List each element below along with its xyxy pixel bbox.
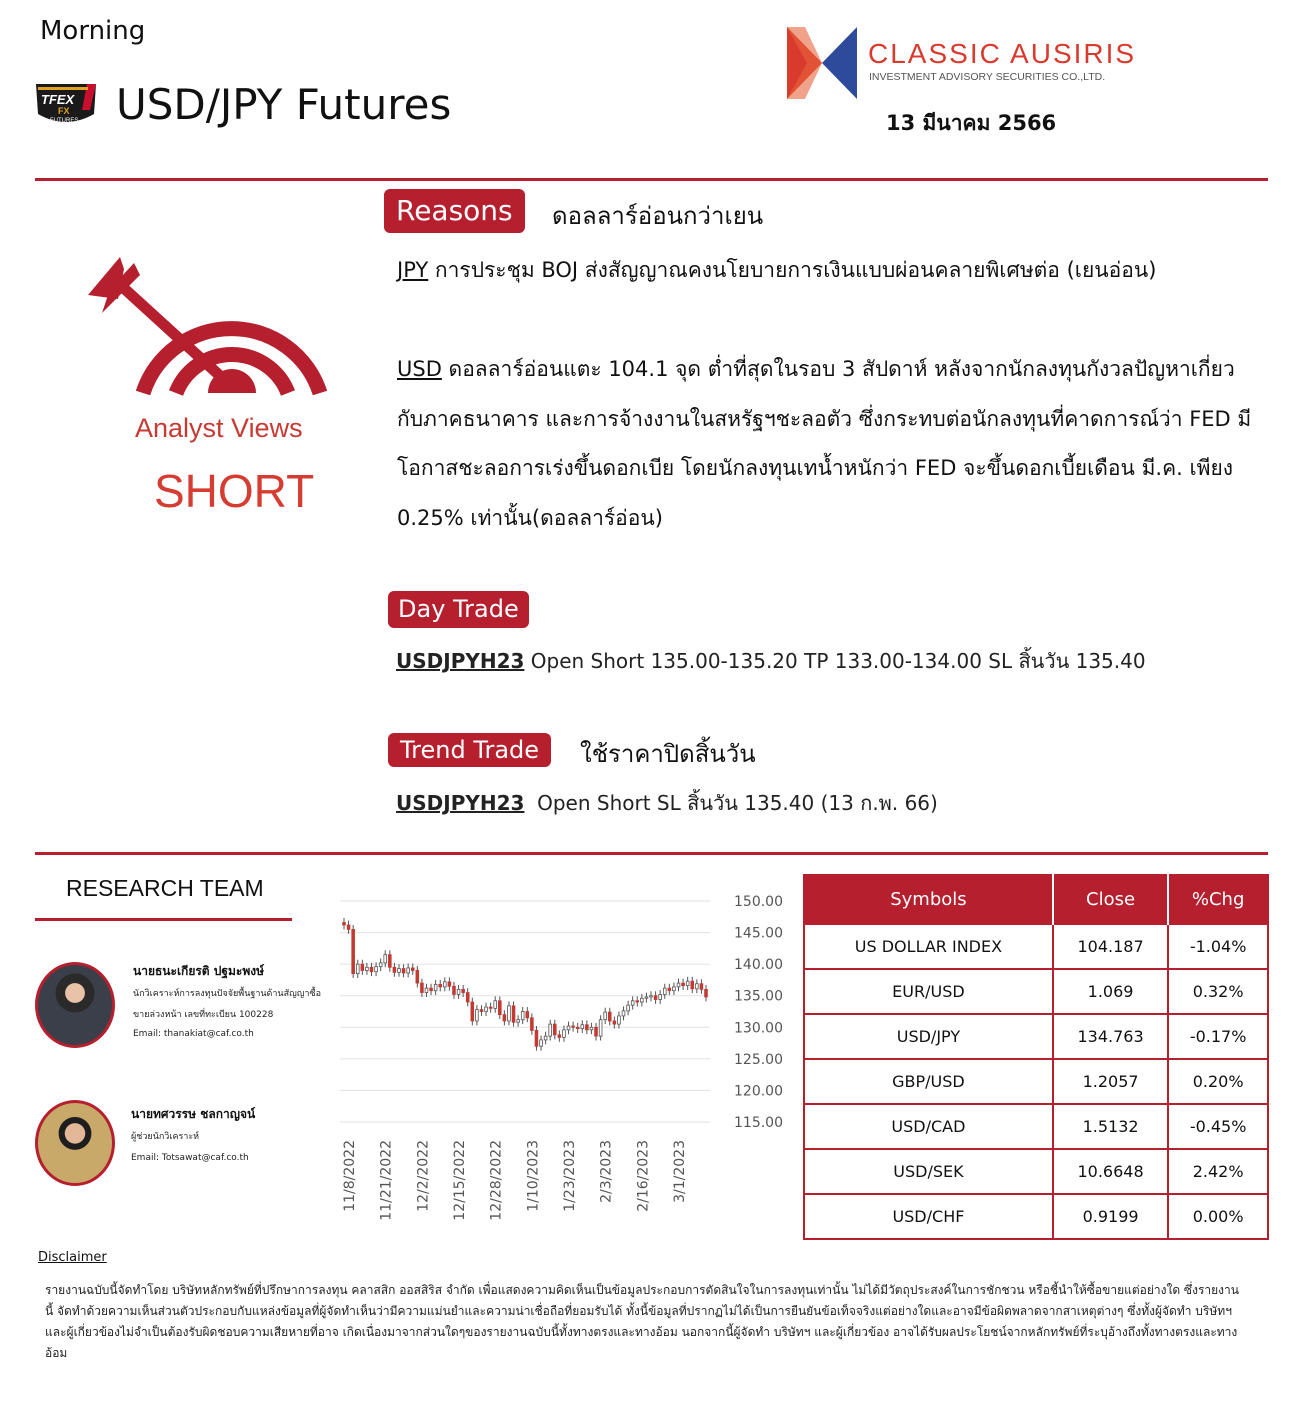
- candle-body: [370, 967, 373, 971]
- candle-body: [411, 968, 414, 971]
- candle-body: [352, 929, 355, 973]
- chg-cell: 2.42%: [1168, 1149, 1268, 1194]
- company-name: CLASSIC AUSIRIS: [868, 38, 1137, 69]
- day-trade-line: [396, 645, 1146, 677]
- candle-body: [576, 1027, 579, 1028]
- y-tick-label: 130.00: [734, 1020, 783, 1037]
- research-team-title: RESEARCH TEAM: [66, 875, 264, 901]
- close-cell: 1.2057: [1053, 1059, 1168, 1104]
- header-close: Close: [1053, 875, 1168, 924]
- day-trade-symbol: USDJPYH23: [396, 649, 525, 673]
- candle-body: [631, 1001, 634, 1005]
- candle-body: [535, 1030, 538, 1046]
- candle-body: [466, 993, 469, 1002]
- report-date: 13 มีนาคม 2566: [886, 111, 1057, 135]
- member-1-email: Email: thanakiat@caf.co.th: [133, 1029, 254, 1039]
- candle-body: [448, 982, 451, 986]
- y-tick-label: 140.00: [734, 957, 783, 974]
- table-row: [804, 1059, 1268, 1104]
- close-cell: 0.9199: [1053, 1194, 1168, 1239]
- symbol-cell: USD/CHF: [804, 1194, 1053, 1239]
- chg-cell: 0.20%: [1168, 1059, 1268, 1104]
- candle-body: [517, 1020, 520, 1023]
- candle-body: [347, 925, 350, 929]
- y-tick-label: 150.00: [734, 894, 783, 910]
- candle-body: [343, 922, 346, 925]
- chg-cell: -0.17%: [1168, 1014, 1268, 1059]
- close-cell: 134.763: [1053, 1014, 1168, 1059]
- close-cell: 104.187: [1053, 924, 1168, 969]
- x-tick-label: 2/16/2023: [635, 1140, 652, 1212]
- candle-body: [526, 1012, 529, 1018]
- candle-body: [540, 1040, 543, 1046]
- x-tick-label: 1/10/2023: [525, 1140, 542, 1212]
- table-row: [804, 1149, 1268, 1194]
- candle-body: [627, 1005, 630, 1011]
- table-row: [804, 1104, 1268, 1149]
- candle-body: [379, 963, 382, 967]
- candle-body: [421, 983, 424, 992]
- candle-body: [416, 970, 419, 983]
- candle-body: [393, 967, 396, 972]
- symbol-cell: US DOLLAR INDEX: [804, 924, 1053, 969]
- x-tick-label: 1/23/2023: [562, 1140, 578, 1212]
- close-cell: 10.6648: [1053, 1149, 1168, 1194]
- candle-body: [521, 1012, 524, 1020]
- candle-body: [650, 996, 653, 997]
- usd-text: ดอลลาร์อ่อนแตะ 104.1 จุด ต่ำที่สุดในรอบ 3 สัปดาห์ หลังจากนักลงทุนกังวลปัญหาเกี่ยวกับภาคธนาคาร และการจ้างงานในสหรัฐฯชะลอตัว ซึ่งกระทบต่อนักลงทุนที่คาดการณ์ว่า FED มีโอกาสชะลอการเร่งขึ้นดอกเบีย โดยนักลงทุนเทน้ำหนักว่า FED จะขึ้นดอกเบี้ยเดือน มี.ค. เพียง 0.25% เท่านั้น(ดอลลาร์อ่อน): [397, 357, 1252, 530]
- candle-body: [618, 1016, 621, 1024]
- analyst-stance: SHORT: [154, 465, 315, 517]
- candle-body: [654, 996, 657, 1000]
- member-1-role: นักวิเคราะห์การลงทุนปัจจัยพื้นฐานด้านสัญญาซื้อขายล่วงหน้า เลขที่ทะเบียน 100228: [133, 989, 321, 1020]
- jpy-key: JPY: [397, 258, 429, 282]
- candle-body: [705, 989, 708, 997]
- middle-divider: [35, 852, 1268, 855]
- company-subtitle: INVESTMENT ADVISORY SECURITIES CO.,LTD.: [869, 71, 1106, 83]
- candle-body: [453, 986, 456, 994]
- candle-body: [668, 988, 671, 991]
- svg-text:FX: FX: [58, 106, 70, 116]
- avatar: [35, 962, 115, 1048]
- candle-body: [430, 988, 433, 991]
- x-tick-label: 11/8/2022: [342, 1140, 358, 1212]
- candle-body: [375, 967, 378, 972]
- member-2-email: Email: Totsawat@caf.co.th: [131, 1153, 249, 1163]
- member-2-name: นายทศวรรษ ชลกาญจน์: [131, 1107, 256, 1121]
- candle-body: [489, 1007, 492, 1008]
- candle-body: [366, 967, 369, 970]
- y-tick-label: 120.00: [734, 1083, 783, 1100]
- edition-label: Morning: [40, 16, 146, 46]
- member-1-name: นายธนะเกียรติ ปฐมะพงษ์: [133, 964, 265, 978]
- candle-body: [471, 1002, 474, 1021]
- quotes-header-row: [804, 875, 1268, 924]
- candle-body: [462, 989, 465, 992]
- tfex-logo: [32, 82, 100, 128]
- symbol-cell: USD/JPY: [804, 1014, 1053, 1059]
- candle-body: [434, 984, 437, 990]
- candle-body: [604, 1012, 607, 1020]
- y-tick-label: 135.00: [734, 988, 783, 1005]
- x-tick-label: 12/15/2022: [452, 1140, 468, 1221]
- candle-body: [398, 969, 401, 973]
- candle-body: [407, 968, 410, 973]
- candle-body: [563, 1030, 566, 1038]
- svg-text:FUTURES: FUTURES: [50, 118, 79, 124]
- candle-body: [485, 1007, 488, 1011]
- candle-body: [700, 984, 703, 990]
- trend-trade-note: ใช้ราคาปิดสิ้นวัน: [580, 740, 756, 768]
- candle-body: [673, 987, 676, 991]
- chg-cell: 0.00%: [1168, 1194, 1268, 1239]
- candle-body: [691, 981, 694, 989]
- candle-body: [503, 1015, 506, 1021]
- chg-cell: -0.45%: [1168, 1104, 1268, 1149]
- candle-body: [636, 1001, 639, 1002]
- candle-body: [590, 1027, 593, 1030]
- candle-body: [553, 1024, 556, 1035]
- candle-body: [581, 1025, 584, 1029]
- candle-body: [677, 983, 680, 987]
- x-tick-label: 12/2/2022: [415, 1140, 432, 1212]
- member-2-role: ผู้ช่วยนักวิเคราะห์: [131, 1132, 200, 1142]
- candle-body: [549, 1024, 552, 1036]
- candle-body: [425, 988, 428, 992]
- analyst-views-label: Analyst Views: [135, 413, 303, 443]
- candle-body: [659, 994, 662, 999]
- research-team-underline: [35, 918, 292, 921]
- y-tick-label: 125.00: [734, 1051, 783, 1068]
- candle-body: [695, 984, 698, 989]
- candle-body: [384, 955, 387, 963]
- trend-trade-badge: Trend Trade: [388, 733, 551, 767]
- disclaimer-title: Disclaimer: [38, 1250, 107, 1265]
- candle-body: [595, 1027, 598, 1036]
- avatar: [35, 1100, 115, 1186]
- candle-body: [530, 1018, 533, 1031]
- candle-body: [498, 1001, 501, 1015]
- table-row: [804, 924, 1268, 969]
- symbol-cell: USD/CAD: [804, 1104, 1053, 1149]
- target-icon: [88, 255, 328, 405]
- candle-body: [608, 1012, 611, 1021]
- y-tick-label: 145.00: [734, 925, 783, 942]
- x-tick-label: 11/21/2022: [378, 1140, 395, 1221]
- candle-body: [402, 969, 405, 973]
- jpy-paragraph: [397, 246, 1257, 296]
- day-trade-text: Open Short 135.00-135.20 TP 133.00-134.00 SL สิ้นวัน 135.40: [524, 649, 1146, 673]
- chg-cell: 0.32%: [1168, 969, 1268, 1014]
- y-tick-label: 115.00: [734, 1115, 783, 1131]
- chg-cell: -1.04%: [1168, 924, 1268, 969]
- candle-body: [567, 1026, 570, 1030]
- candle-body: [682, 983, 685, 986]
- candle-body: [585, 1025, 588, 1030]
- symbol-cell: EUR/USD: [804, 969, 1053, 1014]
- usd-paragraph: [397, 345, 1257, 543]
- close-cell: 1.5132: [1053, 1104, 1168, 1149]
- candle-body: [512, 1006, 515, 1022]
- symbol-cell: USD/SEK: [804, 1149, 1053, 1194]
- candle-body: [558, 1035, 561, 1038]
- candle-body: [686, 981, 689, 985]
- close-cell: 1.069: [1053, 969, 1168, 1014]
- product-title: USD/JPY Futures: [116, 80, 452, 129]
- candle-body: [599, 1020, 602, 1036]
- candle-body: [640, 998, 643, 1002]
- x-tick-label: 2/3/2023: [598, 1140, 615, 1203]
- company-logo-icon: [787, 27, 857, 99]
- candle-body: [613, 1021, 616, 1024]
- candle-body: [622, 1011, 625, 1016]
- candle-body: [480, 1010, 483, 1012]
- table-row: [804, 1014, 1268, 1059]
- candle-body: [645, 997, 648, 998]
- header-divider: [35, 178, 1268, 181]
- header-chg: %Chg: [1168, 875, 1268, 924]
- quotes-table: [803, 874, 1269, 1240]
- table-row: [804, 1194, 1268, 1239]
- symbol-cell: GBP/USD: [804, 1059, 1053, 1104]
- candle-body: [476, 1010, 479, 1021]
- usd-key: USD: [397, 357, 442, 381]
- candle-body: [663, 988, 666, 994]
- candle-body: [388, 955, 391, 968]
- reasons-badge: Reasons: [384, 189, 525, 233]
- trend-trade-text: Open Short SL สิ้นวัน 135.40 (13 ก.พ. 66): [524, 791, 938, 815]
- x-tick-label: 3/1/2023: [672, 1140, 688, 1203]
- candle-body: [443, 982, 446, 987]
- candle-body: [494, 1001, 497, 1009]
- trend-trade-symbol: USDJPYH23: [396, 791, 525, 815]
- day-trade-badge: Day Trade: [388, 591, 529, 628]
- x-tick-label: 12/28/2022: [488, 1140, 505, 1221]
- price-chart: [330, 885, 790, 1225]
- candle-body: [361, 964, 364, 970]
- candle-body: [544, 1036, 547, 1040]
- trend-trade-line: [396, 787, 938, 819]
- reasons-headline: ดอลลาร์อ่อนกว่าเยน: [552, 202, 764, 230]
- svg-text:TFEX: TFEX: [41, 92, 75, 107]
- candle-body: [439, 984, 442, 987]
- table-row: [804, 969, 1268, 1014]
- candle-body: [457, 989, 460, 994]
- candle-body: [508, 1006, 511, 1021]
- candle-body: [356, 964, 359, 973]
- disclaimer-text: รายงานฉบับนี้จัดทำโดย บริษัทหลักทรัพย์ที่ปรึกษาการลงทุน คลาสสิก ออสสิริส จำกัด เพื่อแสดงความคิดเห็นเป็นข้อมูลประกอบการตัดสินใจในการลงทุนเท่านั้น ไม่ได้มีวัตถุประสงค์ในการชักชวน หรือชี้นำให้ซื้อขายแต่อย่างใด ซึ่งรายงานนี้ จัดทำด้วยความเห็นส่วนตัวประกอบกับแหล่งข้อมูลที่ผู้จัดทำเห็นว่ามีความแม่นยำและความน่าเชื่อถือที่ยอมรับได้ ทั้งนี้ข้อมูลที่ปรากฏไม่ได้เป็นการยืนยันข้อเท็จจริงแต่อย่างใดและอาจมีข้อผิดพลาดจากสาเหตุต่างๆ ซึ่งทั้งผู้จัดทำ บริษัทฯ และผู้เกี่ยวข้องไม่จำเป็นต้องรับผิดชอบความเสียหายที่อาจ เกิดเนื่องมาจากส่วนใดๆของรายงานฉบับนี้ทั้งทางตรงและทางอ้อม นอกจากนี้ผู้จัดทำ บริษัทฯ และผู้เกี่ยวข้อง อาจได้รับผลประโยชน์จากหลักทรัพย์ที่ระบุอ้างถึงทั้งทางตรงและทางอ้อม: [45, 1283, 1239, 1360]
- header-symbols: Symbols: [804, 875, 1053, 924]
- candle-body: [572, 1026, 575, 1027]
- jpy-text: การประชุม BOJ ส่งสัญญาณคงนโยบายการเงินแบบผ่อนคลายพิเศษต่อ (เยนอ่อน): [428, 258, 1157, 282]
